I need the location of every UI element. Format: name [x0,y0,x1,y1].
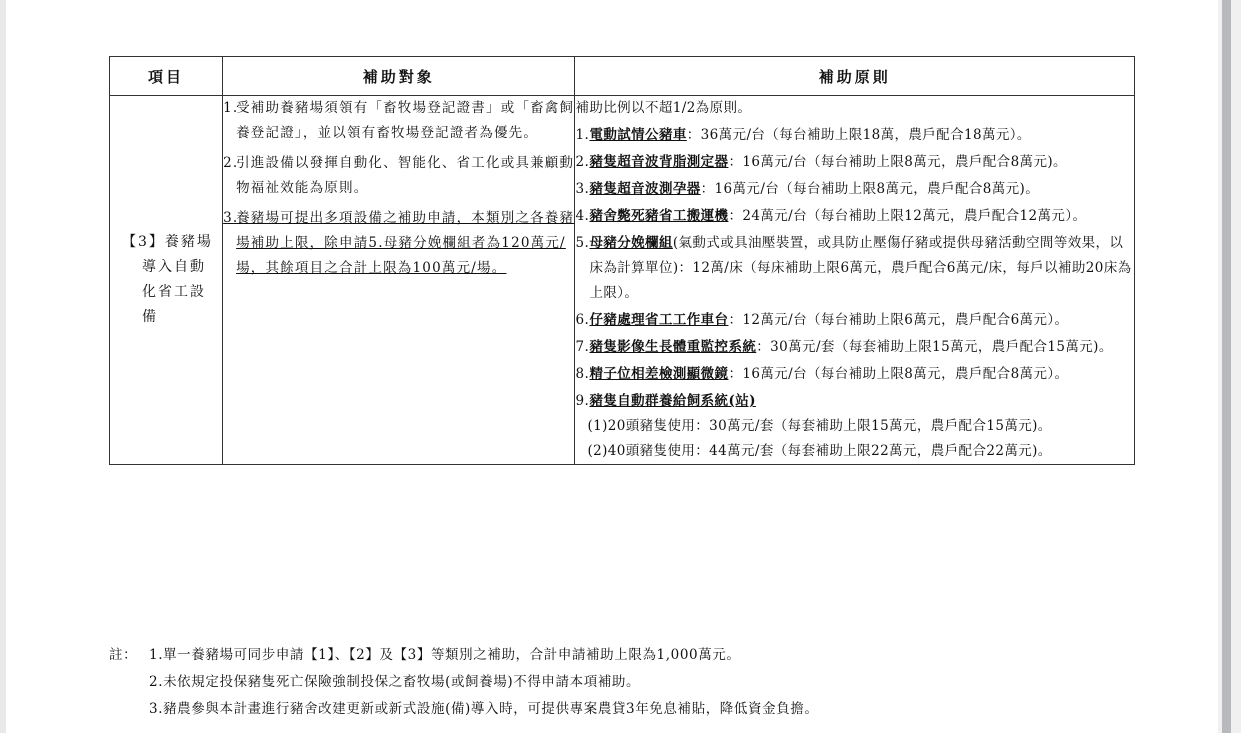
subsidy-table [109,56,1135,465]
target-item: 1. 受補助養豬場須領有「畜牧場登記證書」或「畜禽飼養登記證」，並以領有畜牧場登記證者為優先。 [223,96,574,146]
note-label: 註： [109,647,138,663]
scrollbar[interactable] [1222,0,1231,733]
equipment-name: 豬隻影像生長體重監控系統 [589,339,757,355]
target-text: 受補助養豬場須領有「畜牧場登記證書」或「畜禽飼養登記證」，並以領有畜牧場登記證者為優先。 [236,100,575,141]
sub-item: (1)20頭豬隻使用：30萬元/套（每套補助上限15萬元，農戶配合15萬元)。 [587,418,1052,434]
equipment-name: 母豬分娩欄組 [589,235,673,251]
note-line: 2.未依規定投保豬隻死亡保險強制投保之畜牧場(或飼養場)不得申請本項補助。 [149,674,641,690]
target-item: 2. 引進設備以發揮自動化、智能化、省工化或具兼顧動物福祉效能為原則。 [223,151,574,201]
header-item: 項目 [110,57,223,96]
header-row [110,57,1135,96]
target-cell [223,96,575,465]
header-principle: 補助原則 [575,57,1135,96]
equipment-name: 精子位相差檢測顯微鏡 [589,366,729,382]
equipment-name: 豬舍斃死豬省工搬運機 [589,208,729,224]
principle-item: 4. 豬舍斃死豬省工搬運機：24萬元/台（每台補助上限12萬元，農戶配合12萬元）。 [575,208,1087,224]
principle-item: 8. 精子位相差檢測顯微鏡：16萬元/台（每台補助上限8萬元，農戶配合8萬元）。 [575,366,1069,382]
principle-cell [575,96,1135,465]
sub-item: (2)40頭豬隻使用：44萬元/套（每套補助上限22萬元，農戶配合22萬元)。 [587,443,1052,459]
principle-item: 9. 豬隻自動群養給飼系統(站) [575,393,756,409]
equipment-name: 仔豬處理省工工作車台 [589,312,729,328]
category-row [110,96,1135,465]
note-line: 3.豬農參與本計畫進行豬舍改建更新或新式設施(備)導入時，可提供專案農貸3年免息補貼，降低資金負擔。 [149,701,819,717]
principle-item: 1. 電動試情公豬車：36萬元/台（每台補助上限18萬，農戶配合18萬元）。 [575,127,1031,143]
page-left-edge [0,0,6,733]
category-cell [110,96,223,465]
category-subtitle: 導入自動化省工設備 [142,259,206,325]
equipment-name: 豬隻超音波背脂測定器 [589,154,729,170]
category-title: 【3】養豬場 [122,234,213,250]
equipment-name: 電動試情公豬車 [589,127,687,143]
target-item: 3. 養豬場可提出多項設備之補助申請，本類別之各養豬場補助上限，除申請5.母豬分娩欄組者為120萬元/場，其餘項目之合計上限為100萬元/場。 [223,206,574,281]
equipment-name: 豬隻超音波測孕器 [589,181,701,197]
principle-intro: 補助比例以不超1/2為原則。 [575,100,752,116]
notes [109,642,819,723]
target-text: 養豬場可提出多項設備之補助申請，本類別之各養豬場補助上限，除申請5.母豬分娩欄組者為120萬元/場，其餘項目之合計上限為100萬元/場。 [236,210,575,276]
principle-item: 2. 豬隻超音波背脂測定器：16萬元/台（每台補助上限8萬元，農戶配合8萬元)。 [575,154,1067,170]
principle-item: 3. 豬隻超音波測孕器：16萬元/台（每台補助上限8萬元，農戶配合8萬元)。 [575,181,1040,197]
principle-item: 6. 仔豬處理省工工作車台：12萬元/台（每台補助上限6萬元，農戶配合6萬元）。 [575,312,1069,328]
note-line: 註： 1.單一養豬場可同步申請【1】、【2】及【3】等類別之補助，合計申請補助上限為1,000萬元。 [109,642,819,669]
principle-item: 7. 豬隻影像生長體重監控系統：30萬元/套（每套補助上限15萬元，農戶配合15萬元)。 [575,339,1113,355]
principle-item: 5. 母豬分娩欄組(氣動式或具油壓裝置，或具防止壓傷仔豬或提供母豬活動空間等效果，以床為計算單位)：12萬/床（每床補助上限6萬元，農戶配合6萬元/床，每戶以補助20床為上限）。 [575,235,1132,301]
header-target: 補助對象 [223,57,575,96]
target-text: 引進設備以發揮自動化、智能化、省工化或具兼顧動物福祉效能為原則。 [236,155,575,196]
equipment-name: 豬隻自動群養給飼系統(站) [589,393,756,409]
